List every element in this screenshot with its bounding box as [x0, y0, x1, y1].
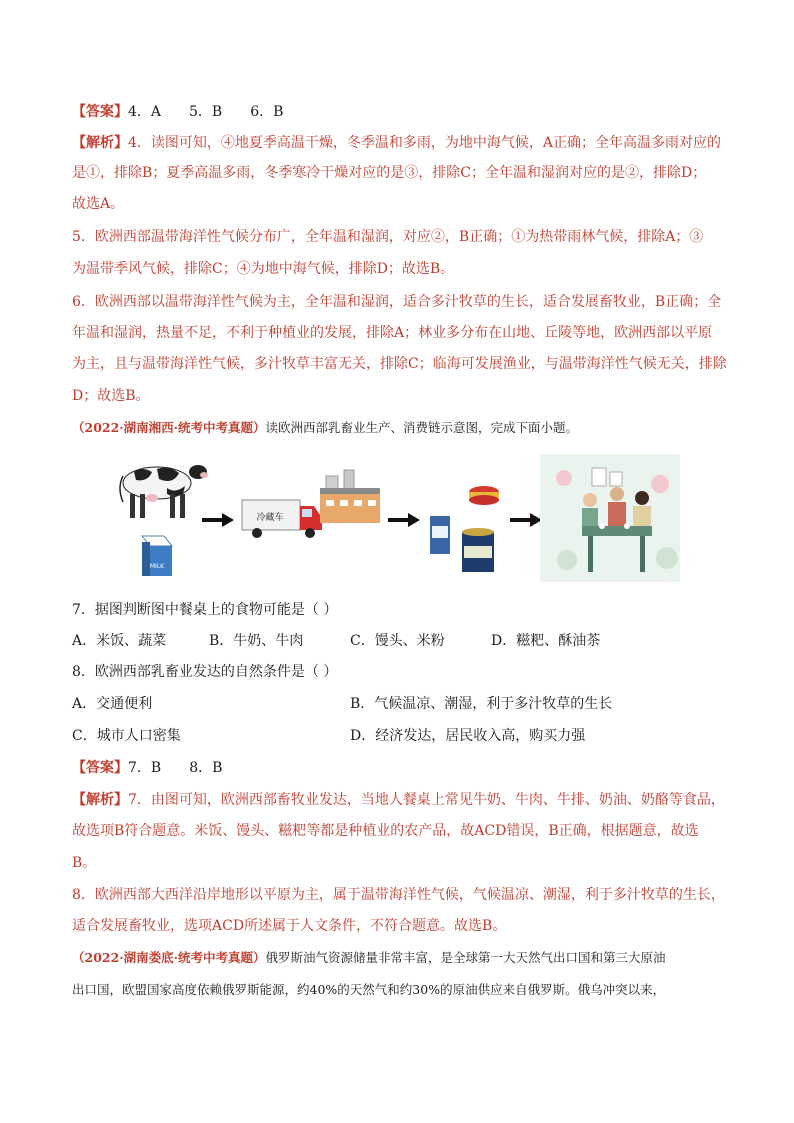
question-7: 7．据图判断图中餐桌上的食物可能是（ ） [72, 602, 338, 618]
question-source: （2022·湖南湘西·统考中考真题） [72, 420, 266, 435]
analysis-4-line-2: 是①，排除B；夏季高温多雨，冬季寒冷干燥对应的是③，排除C；全年温和湿润对应的是②，排除D； [72, 165, 707, 181]
q8-option-a[interactable]: A．交通便利 [72, 696, 153, 712]
question-stem-line-3 [72, 948, 732, 968]
analysis-6-line-1: 6．欧洲西部以温带海洋性气候为主，全年温和湿润，适合多汁牧草的生长，适合发展畜牧业，B正确；全 [72, 294, 722, 310]
question-stem: 俄罗斯油气资源储量非常丰富，是全球第一大天然气出口国和第三大原油 [265, 950, 666, 965]
question-stem-line [72, 418, 732, 438]
analysis-4-line-1 [72, 133, 732, 153]
answer-text: 4．A 5．B 6．B [128, 104, 284, 120]
q7-option-c[interactable]: C．馒头、米粉 [350, 633, 445, 649]
analysis-text: 4．读图可知，④地夏季高温干燥，冬季温和多雨，为地中海气候，A正确；全年高温多雨对应的 [128, 135, 722, 151]
answer-label: 【答案】 [72, 760, 128, 776]
analysis-6-line-3: 为主，且与温带海洋性气候，多汁牧草丰富无关，排除C；临海可发展渔业，与温带海洋性气候无关，排除 [72, 356, 727, 372]
cow-icon [120, 465, 208, 518]
q7-option-b[interactable]: B．牛奶、牛肉 [209, 633, 304, 649]
milk-carton-icon [142, 536, 172, 576]
question-8: 8．欧洲西部乳畜业发达的自然条件是（ ） [72, 664, 338, 680]
analysis-7-line-3: B。 [72, 855, 97, 871]
analysis-7-line-1 [72, 790, 732, 810]
analysis-8-line-1: 8．欧洲西部大西洋沿岸地形以平原为主，属于温带海洋性气候，气候温凉、潮湿，利于多汁牧草的生长， [72, 887, 725, 903]
analysis-label: 【解析】 [72, 792, 128, 808]
arrow-right-icon [388, 513, 420, 527]
milk-label: MILK [149, 563, 165, 570]
q8-option-b[interactable]: B．气候温凉、潮湿，利于多汁牧草的生长 [350, 696, 613, 712]
analysis-6-line-4: D；故选B。 [72, 388, 150, 404]
q7-option-a[interactable]: A．米饭、蔬菜 [72, 633, 167, 649]
dairy-products-icon [430, 486, 499, 572]
answer-text: 7．B 8．B [128, 760, 223, 776]
dairy-chain-figure [112, 448, 682, 588]
analysis-4-line-3: 故选A。 [72, 196, 125, 212]
truck-label: 冷藏车 [256, 513, 284, 523]
analysis-7-line-2: 故选项B符合题意。米饭、馒头、糍粑等都是种植业的农产品，故ACD错误，B正确，根据题意，故选 [72, 823, 699, 839]
refrigerated-truck-icon [242, 500, 322, 538]
q7-option-d[interactable]: D．糍粑、酥油茶 [491, 633, 601, 649]
question-stem-line-4: 出口国，欧盟国家高度依赖俄罗斯能源，约40%的天然气和约30%的原油供应来自俄罗斯。俄乌冲突以来， [72, 982, 666, 997]
q8-option-c[interactable]: C．城市人口密集 [72, 728, 181, 744]
analysis-text: 7．由图可知，欧洲西部畜牧业发达，当地人餐桌上常见牛奶、牛肉、牛排、奶油、奶酪等食品， [128, 792, 725, 808]
arrow-right-icon [202, 513, 234, 527]
arrow-right-icon [510, 513, 542, 527]
answer-line-2 [72, 758, 732, 778]
analysis-label: 【解析】 [72, 135, 128, 151]
question-source: （2022·湖南娄底·统考中考真题） [72, 950, 266, 965]
factory-icon [320, 470, 380, 523]
q8-option-d[interactable]: D．经济发达，居民收入高，购买力强 [350, 728, 586, 744]
analysis-5-line-1: 5．欧洲西部温带海洋性气候分布广，全年温和湿润，对应②，B正确；①为热带雨林气候，排除A；③ [72, 229, 704, 245]
answer-label: 【答案】 [72, 104, 128, 120]
analysis-5-line-2: 为温带季风气候，排除C；④为地中海气候，排除D；故选B。 [72, 261, 455, 277]
question-stem: 读欧洲西部乳畜业生产、消费链示意图，完成下面小题。 [265, 420, 579, 435]
answer-line-1 [72, 102, 732, 122]
analysis-8-line-2: 适合发展畜牧业，选项ACD所述属于人文条件，不符合题意。故选B。 [72, 918, 507, 934]
family-dining-icon [540, 454, 680, 582]
analysis-6-line-2: 年温和湿润，热量不足，不利于种植业的发展，排除A；林业多分布在山地、丘陵等地，欧洲西部以平原 [72, 325, 713, 341]
